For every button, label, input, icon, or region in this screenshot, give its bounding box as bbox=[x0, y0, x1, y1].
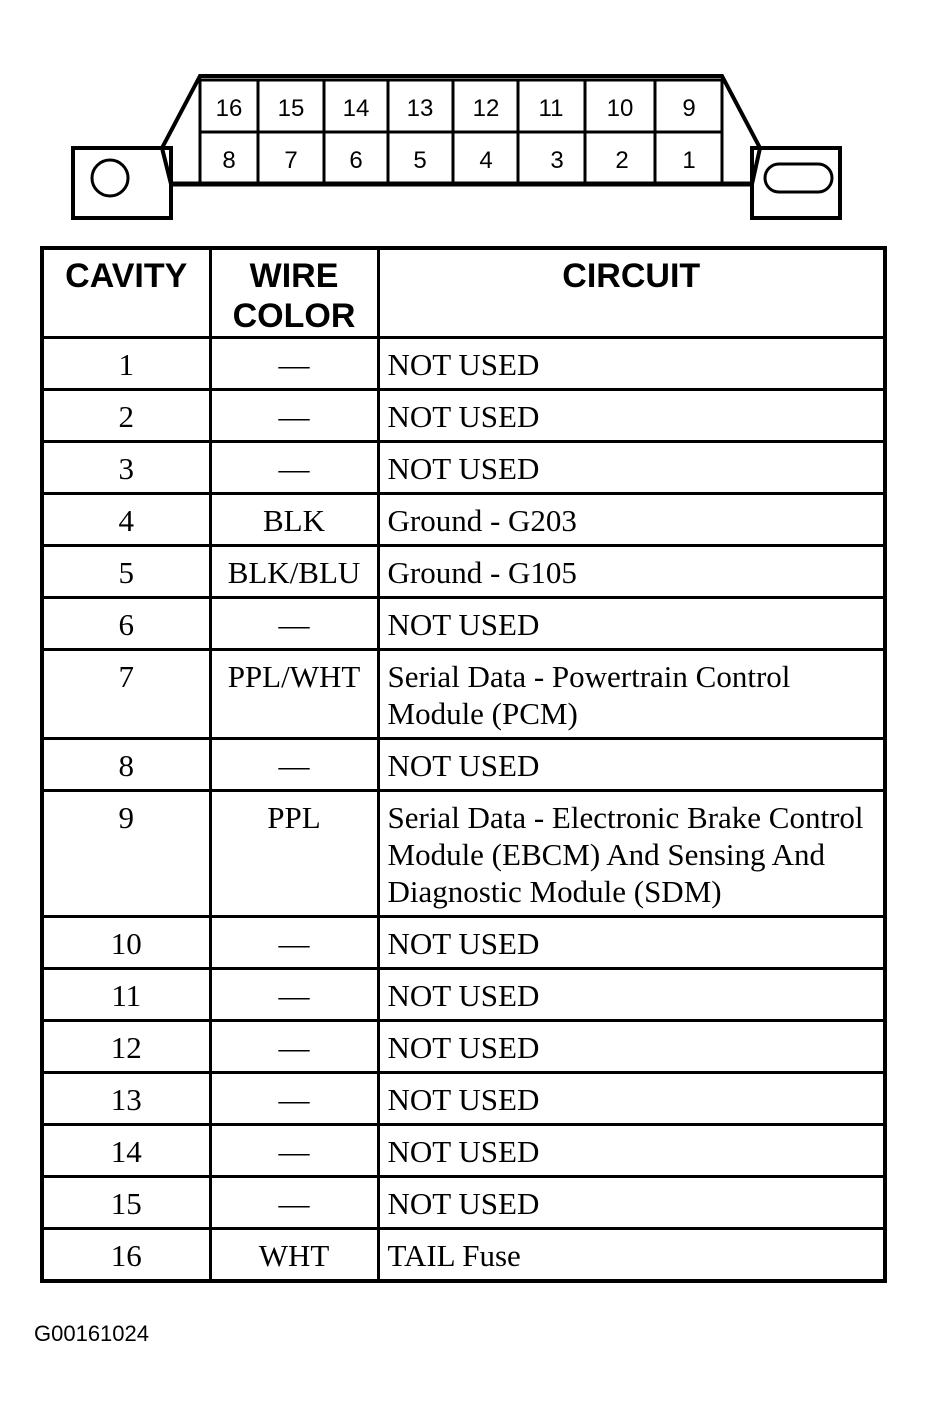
pin-label: 10 bbox=[606, 95, 634, 122]
pin-label: 2 bbox=[615, 147, 629, 174]
table-row bbox=[42, 1021, 885, 1073]
cavity-cell: 16 bbox=[42, 1229, 210, 1282]
circuit-cell: NOT USED bbox=[378, 917, 885, 969]
circuit-cell: Serial Data - Powertrain Control Module (PCM) bbox=[378, 650, 885, 739]
table-row bbox=[42, 390, 885, 442]
circuit-cell: Serial Data - Electronic Brake Control Module (EBCM) And Sensing And Diagnostic Module (SDM) bbox=[378, 791, 885, 917]
left-mount-hole-icon bbox=[92, 160, 128, 196]
pin-label: 15 bbox=[277, 95, 305, 122]
cavity-cell: 7 bbox=[42, 650, 210, 739]
pin-label: 5 bbox=[413, 147, 427, 174]
table-row bbox=[42, 969, 885, 1021]
header-wire-color bbox=[210, 248, 378, 338]
connector-diagram bbox=[0, 0, 925, 235]
wire-color-cell: — bbox=[210, 1177, 378, 1229]
circuit-cell: Ground - G105 bbox=[378, 546, 885, 598]
cavity-cell: 11 bbox=[42, 969, 210, 1021]
table-row bbox=[42, 791, 885, 917]
pinout-table bbox=[40, 246, 887, 1283]
cavity-cell: 2 bbox=[42, 390, 210, 442]
circuit-cell: NOT USED bbox=[378, 390, 885, 442]
cavity-cell: 10 bbox=[42, 917, 210, 969]
circuit-cell: NOT USED bbox=[378, 1021, 885, 1073]
pin-label: 9 bbox=[682, 95, 696, 122]
cavity-cell: 15 bbox=[42, 1177, 210, 1229]
table-row bbox=[42, 1229, 885, 1282]
pin-label: 6 bbox=[349, 147, 363, 174]
circuit-cell: NOT USED bbox=[378, 969, 885, 1021]
wire-color-cell: — bbox=[210, 338, 378, 390]
pin-label: 12 bbox=[472, 95, 500, 122]
table-row bbox=[42, 442, 885, 494]
cavity-cell: 4 bbox=[42, 494, 210, 546]
circuit-cell: NOT USED bbox=[378, 1073, 885, 1125]
circuit-cell: NOT USED bbox=[378, 338, 885, 390]
table-row bbox=[42, 1073, 885, 1125]
cavity-cell: 6 bbox=[42, 598, 210, 650]
circuit-cell: NOT USED bbox=[378, 442, 885, 494]
circuit-cell: NOT USED bbox=[378, 739, 885, 791]
pin-label: 7 bbox=[284, 147, 298, 174]
cavity-cell: 9 bbox=[42, 791, 210, 917]
table-row bbox=[42, 739, 885, 791]
connector-body bbox=[162, 76, 760, 184]
circuit-cell: NOT USED bbox=[378, 598, 885, 650]
cavity-cell: 12 bbox=[42, 1021, 210, 1073]
wire-color-cell: BLK/BLU bbox=[210, 546, 378, 598]
table-row bbox=[42, 1177, 885, 1229]
pin-label: 11 bbox=[538, 95, 564, 122]
wire-color-cell: — bbox=[210, 1073, 378, 1125]
pin-label: 3 bbox=[550, 147, 564, 174]
table-row bbox=[42, 494, 885, 546]
cavity-cell: 3 bbox=[42, 442, 210, 494]
table-header-row bbox=[42, 248, 885, 338]
wire-color-cell: — bbox=[210, 1125, 378, 1177]
header-circuit: CIRCUIT bbox=[378, 248, 885, 338]
pin-label: 8 bbox=[222, 147, 236, 174]
header-wire-color-line2: COLOR bbox=[232, 297, 356, 335]
pin-label: 14 bbox=[342, 95, 370, 122]
left-mount-ear bbox=[73, 148, 171, 218]
header-cavity: CAVITY bbox=[42, 248, 210, 338]
cavity-cell: 13 bbox=[42, 1073, 210, 1125]
cavity-cell: 5 bbox=[42, 546, 210, 598]
circuit-cell: NOT USED bbox=[378, 1177, 885, 1229]
wire-color-cell: PPL bbox=[210, 791, 378, 917]
pin-label: 16 bbox=[215, 95, 243, 122]
header-wire-color-line1: WIRE bbox=[249, 257, 339, 295]
wire-color-cell: BLK bbox=[210, 494, 378, 546]
table-row bbox=[42, 546, 885, 598]
wire-color-cell: WHT bbox=[210, 1229, 378, 1282]
pin-label: 13 bbox=[406, 95, 434, 122]
right-mount-slot-icon bbox=[765, 164, 832, 192]
pin-label: 1 bbox=[682, 147, 696, 174]
cavity-cell: 8 bbox=[42, 739, 210, 791]
table-row bbox=[42, 1125, 885, 1177]
figure-id: G00161024 bbox=[34, 1321, 149, 1346]
table-row bbox=[42, 338, 885, 390]
circuit-cell: Ground - G203 bbox=[378, 494, 885, 546]
cavity-cell: 14 bbox=[42, 1125, 210, 1177]
wire-color-cell: PPL/WHT bbox=[210, 650, 378, 739]
wire-color-cell: — bbox=[210, 598, 378, 650]
cavity-cell: 1 bbox=[42, 338, 210, 390]
wire-color-cell: — bbox=[210, 390, 378, 442]
circuit-cell: TAIL Fuse bbox=[378, 1229, 885, 1282]
wire-color-cell: — bbox=[210, 739, 378, 791]
table-row bbox=[42, 917, 885, 969]
wire-color-cell: — bbox=[210, 442, 378, 494]
circuit-cell: NOT USED bbox=[378, 1125, 885, 1177]
wire-color-cell: — bbox=[210, 917, 378, 969]
wire-color-cell: — bbox=[210, 969, 378, 1021]
wire-color-cell: — bbox=[210, 1021, 378, 1073]
pin-label: 4 bbox=[479, 147, 493, 174]
table-row bbox=[42, 598, 885, 650]
table-row bbox=[42, 650, 885, 739]
